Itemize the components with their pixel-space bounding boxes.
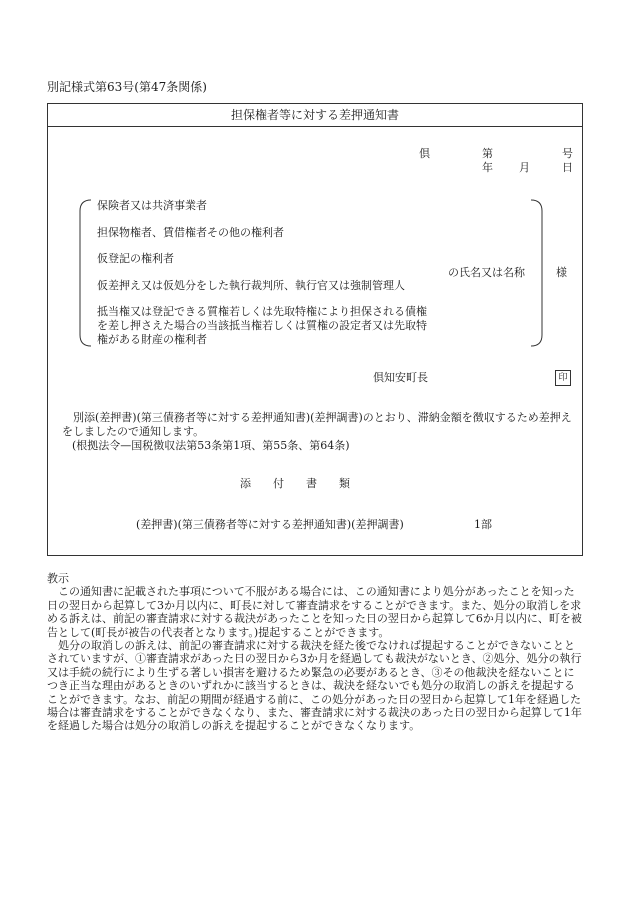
notice-form-box (47, 103, 583, 556)
instructions-paragraph-1: この通知書に記載された事項について不服がある場合には、この通知書により処分があったことを知った日の翌日から起算して3か月以内に、町長に対して審査請求をすることができます。また、処分の取消しを求める訴えは、前記の審査請求に対する裁決があったことを知った日の翌日から起算して6か月以内に、町を被告として(町長が被告の代表者となります。)提起することができます。 (47, 585, 582, 639)
addressee-insurer: 保険者又は共済事業者 (97, 199, 207, 212)
addressee-mortgage-setter: 抵当権又は登記できる質権若しくは先取特権により担保される債権を差し押さえた場合の当該抵当権若しくは質権の設定者又は先取特権がある財産の権利者 (97, 305, 427, 346)
attachment-count: 1部 (474, 518, 492, 531)
header-dai: 第 (482, 147, 493, 160)
instructions-heading: 教示 (47, 572, 69, 585)
header-month: 月 (519, 161, 530, 174)
document-title: 担保権者等に対する差押通知書 (48, 104, 582, 127)
header-day: 日 (562, 161, 573, 174)
sender-mayor: 倶知安町長 (373, 371, 428, 384)
seal-mark: 印 (555, 370, 571, 386)
header-go: 号 (562, 147, 573, 160)
header-ku: 倶 (419, 147, 430, 160)
addressee-security-holder: 担保物権者、賃借権者その他の権利者 (97, 226, 284, 239)
form-number-label: 別記様式第63号(第47条関係) (47, 80, 207, 94)
header-year: 年 (482, 161, 493, 174)
addressee-execution-court: 仮差押え又は仮処分をした執行裁判所、執行官又は強制管理人 (97, 279, 405, 292)
addressee-provisional-registration: 仮登記の権利者 (97, 252, 174, 265)
attachment-item: (差押書)(第三債務者等に対する差押通知書)(差押調書) (136, 518, 404, 531)
legal-basis: (根拠法令—国税徴収法第53条第1項、第55条、第64条) (72, 439, 350, 452)
notice-body: 別添(差押書)(第三債務者等に対する差押通知書)(差押調書)のとおり、滞納金額を徴収するため差押えをしましたので通知します。 (62, 411, 572, 438)
left-brace (78, 199, 92, 347)
instructions-section (47, 572, 583, 733)
instructions-paragraph-2: 処分の取消しの訴えは、前記の審査請求に対する裁決を経た後でなければ提起することができないこととされていますが、①審査請求があった日の翌日から3か月を経過しても裁決がないとき、②処分、処分の執行又は手続の続行により生ずる著しい損害を避けるため緊急の必要があるとき、③その他裁決を経ないことにつき正当な理由があるときのいずれかに該当するときは、裁決を経ないでも処分の取消しの訴えを提起することができます。なお、前記の期間が経過する前に、この処分があった日の翌日から起算して1年を経過した場合は審査請求をすることができなくなり、また、審査請求に対する裁決のあった日の翌日から起算して1年を経過した場合は処分の取消しの訴えを提起することができなくなります。 (47, 639, 582, 733)
right-brace (530, 199, 544, 347)
name-label: の氏名又は名称 (448, 266, 525, 279)
honorific-sama: 様 (556, 266, 567, 279)
attachments-heading: 添 付 書 類 (240, 477, 350, 490)
